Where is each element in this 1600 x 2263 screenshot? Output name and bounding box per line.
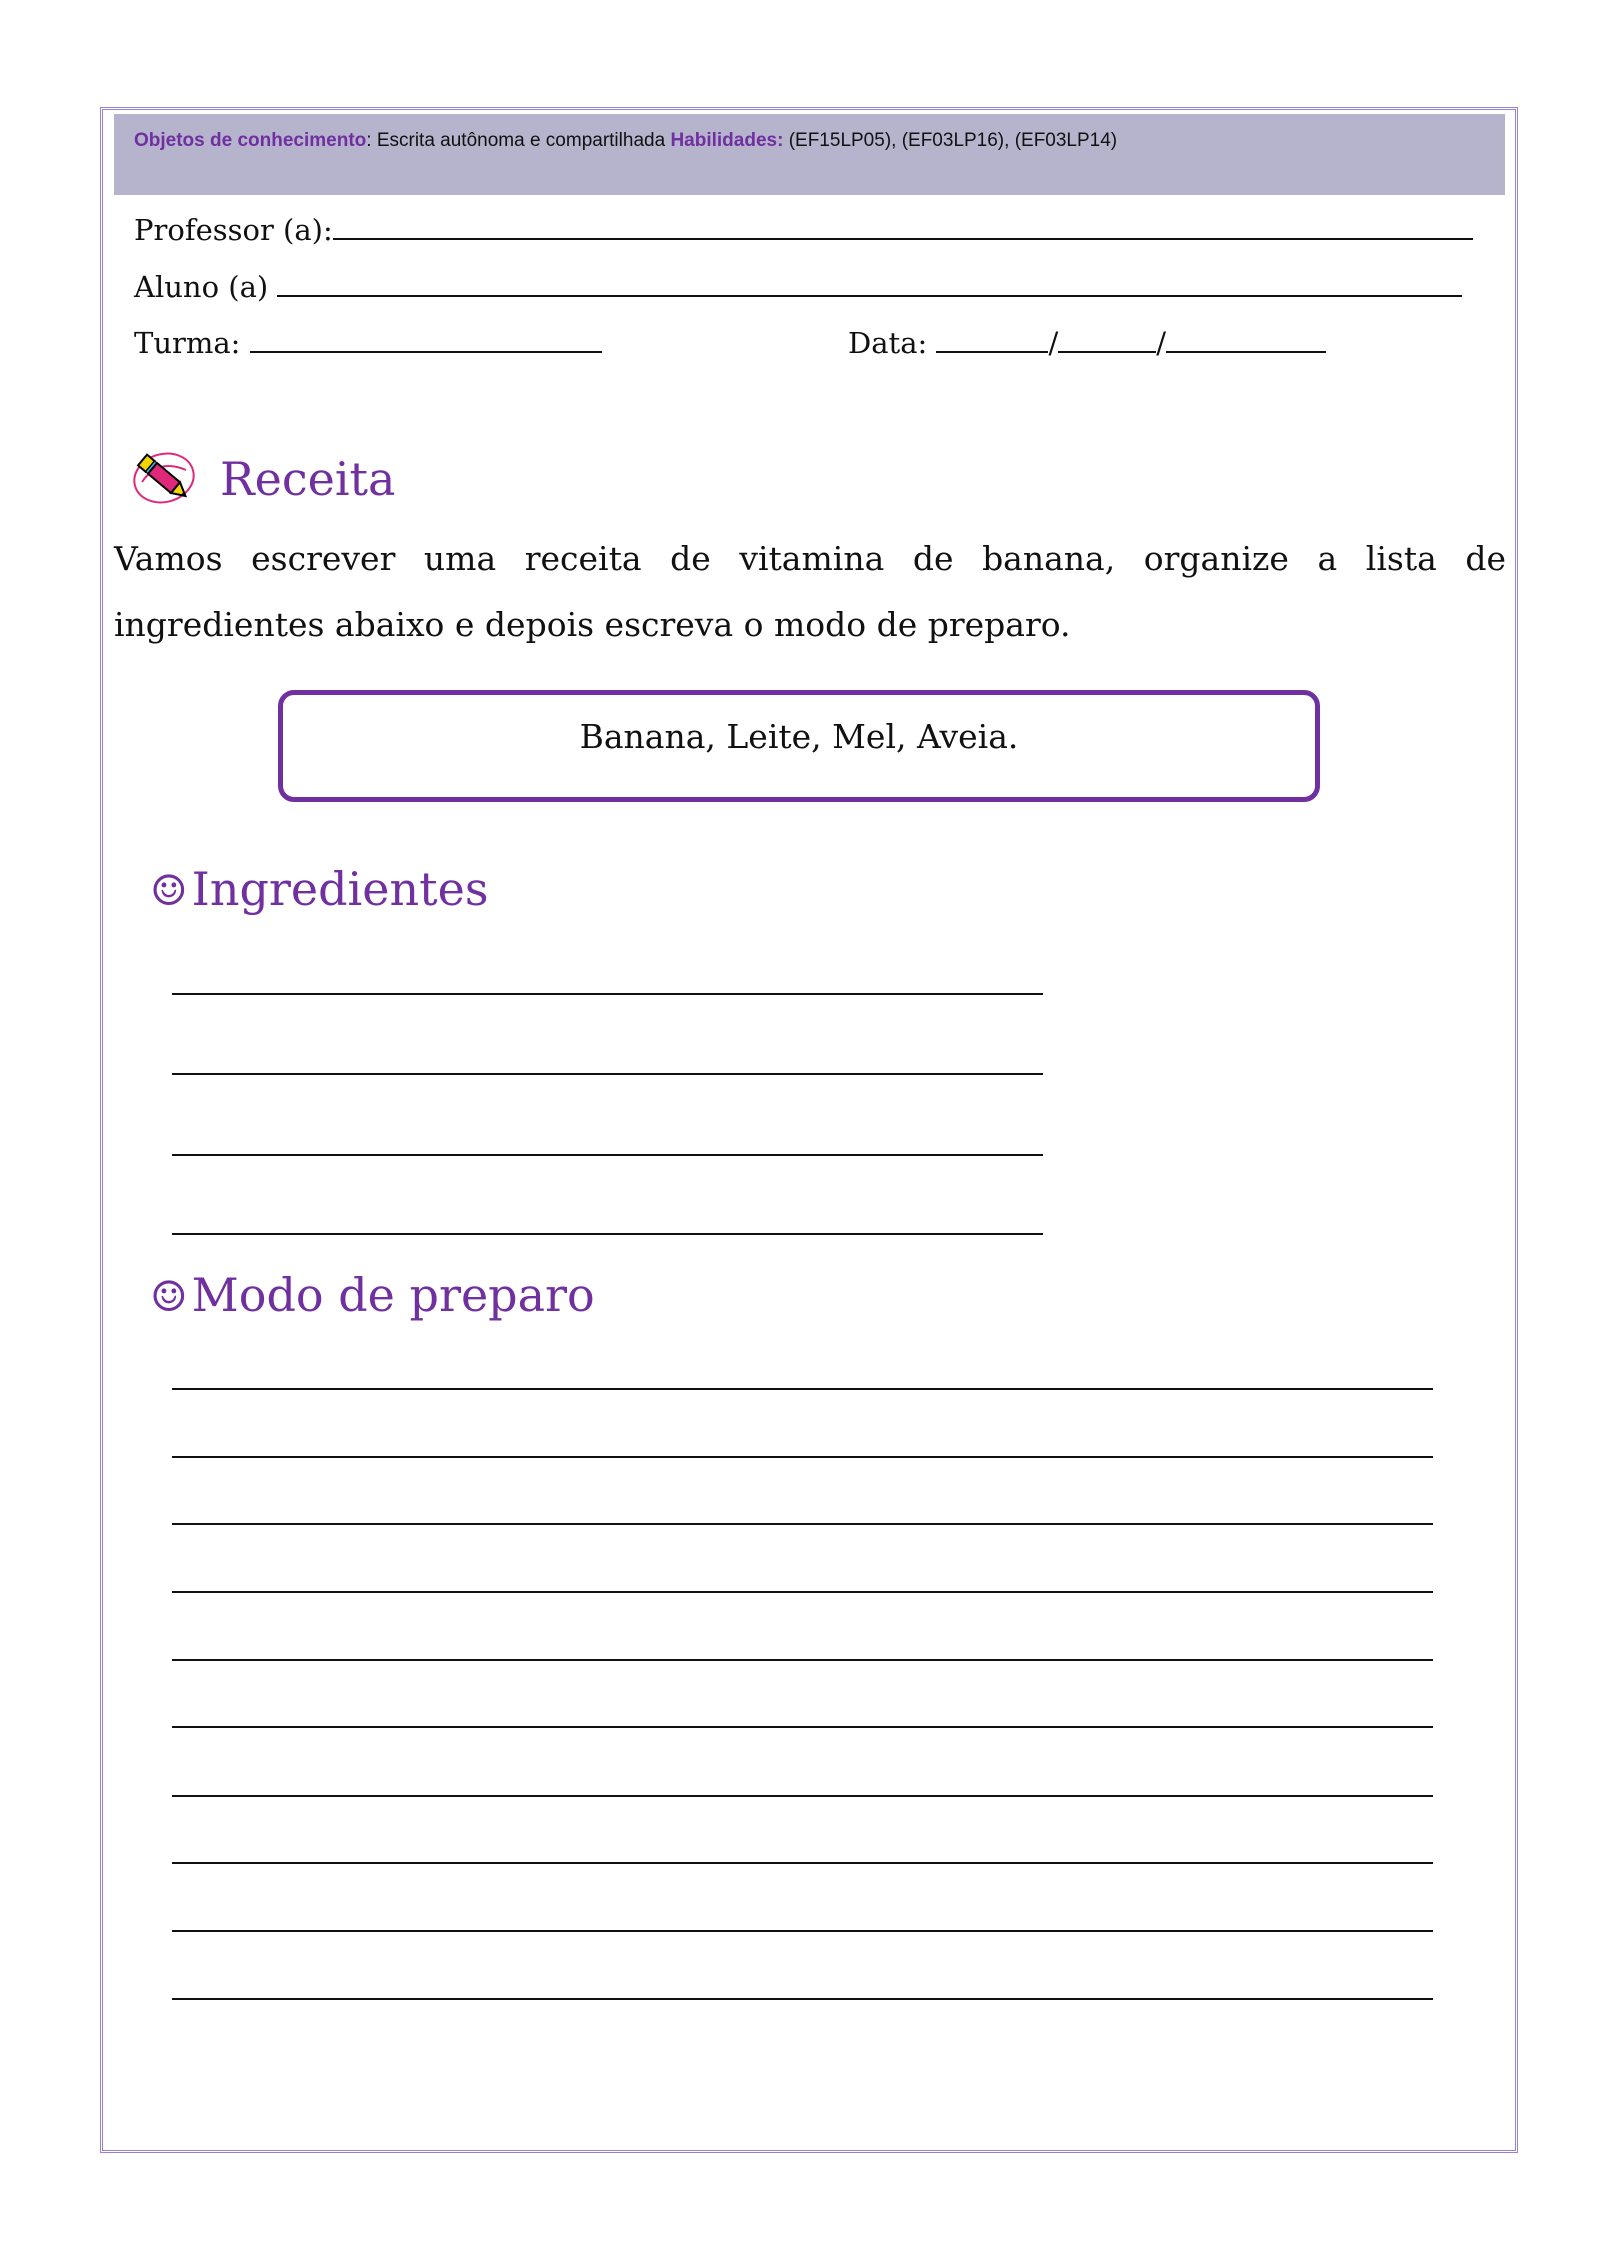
date-separator: / bbox=[1156, 326, 1167, 360]
pencil-icon bbox=[128, 448, 198, 510]
data-field bbox=[848, 325, 1326, 360]
date-separator: / bbox=[1048, 326, 1059, 360]
preparo-line[interactable] bbox=[172, 1998, 1433, 2000]
day-input-line[interactable] bbox=[936, 325, 1048, 353]
professor-field bbox=[134, 212, 1473, 247]
header-text bbox=[134, 130, 1117, 152]
preparo-line[interactable] bbox=[172, 1930, 1433, 1932]
year-input-line[interactable] bbox=[1166, 325, 1326, 353]
smiley-icon: ☺ bbox=[150, 866, 188, 915]
ingredient-line[interactable] bbox=[172, 1154, 1043, 1156]
ingredientes-heading bbox=[150, 862, 488, 916]
header-band bbox=[114, 114, 1505, 195]
ingredientes-title: Ingredientes bbox=[191, 862, 489, 916]
preparo-line[interactable] bbox=[172, 1659, 1433, 1661]
aluno-field bbox=[134, 269, 1462, 304]
turma-label: Turma: bbox=[134, 326, 241, 360]
habilidades-label: Habilidades: bbox=[670, 130, 784, 151]
turma-input-line[interactable] bbox=[250, 325, 602, 353]
preparo-line[interactable] bbox=[172, 1795, 1433, 1797]
smiley-icon: ☺ bbox=[150, 1272, 188, 1321]
aluno-input-line[interactable] bbox=[277, 269, 1462, 297]
preparo-line[interactable] bbox=[172, 1726, 1433, 1728]
ingredient-line[interactable] bbox=[172, 1073, 1043, 1075]
preparo-line[interactable] bbox=[172, 1456, 1433, 1458]
instructions-text: Vamos escrever uma receita de vitamina de banana, organize a lista de ingredientes abaixo e depois escreva o modo de preparo. bbox=[114, 539, 1506, 644]
preparo-line[interactable] bbox=[172, 1862, 1433, 1864]
month-input-line[interactable] bbox=[1058, 325, 1156, 353]
ingredient-line[interactable] bbox=[172, 993, 1043, 995]
professor-label: Professor (a): bbox=[134, 213, 333, 247]
page-border bbox=[100, 107, 1518, 2153]
preparo-line[interactable] bbox=[172, 1523, 1433, 1525]
word-box bbox=[278, 690, 1320, 802]
turma-field bbox=[134, 325, 602, 360]
aluno-label: Aluno (a) bbox=[134, 270, 269, 304]
objetos-value: : Escrita autônoma e compartilhada bbox=[366, 130, 671, 151]
preparo-line[interactable] bbox=[172, 1591, 1433, 1593]
habilidades-value: (EF15LP05), (EF03LP16), (EF03LP14) bbox=[783, 130, 1118, 151]
objetos-label: Objetos de conhecimento bbox=[134, 130, 367, 151]
modo-preparo-heading bbox=[150, 1268, 595, 1322]
professor-input-line[interactable] bbox=[333, 212, 1473, 240]
ingredient-line[interactable] bbox=[172, 1233, 1043, 1235]
section-title: Receita bbox=[220, 452, 396, 506]
data-label: Data: bbox=[848, 326, 928, 360]
preparo-line[interactable] bbox=[172, 1388, 1433, 1390]
word-box-text: Banana, Leite, Mel, Aveia. bbox=[579, 717, 1019, 756]
modo-preparo-title: Modo de preparo bbox=[191, 1268, 595, 1322]
